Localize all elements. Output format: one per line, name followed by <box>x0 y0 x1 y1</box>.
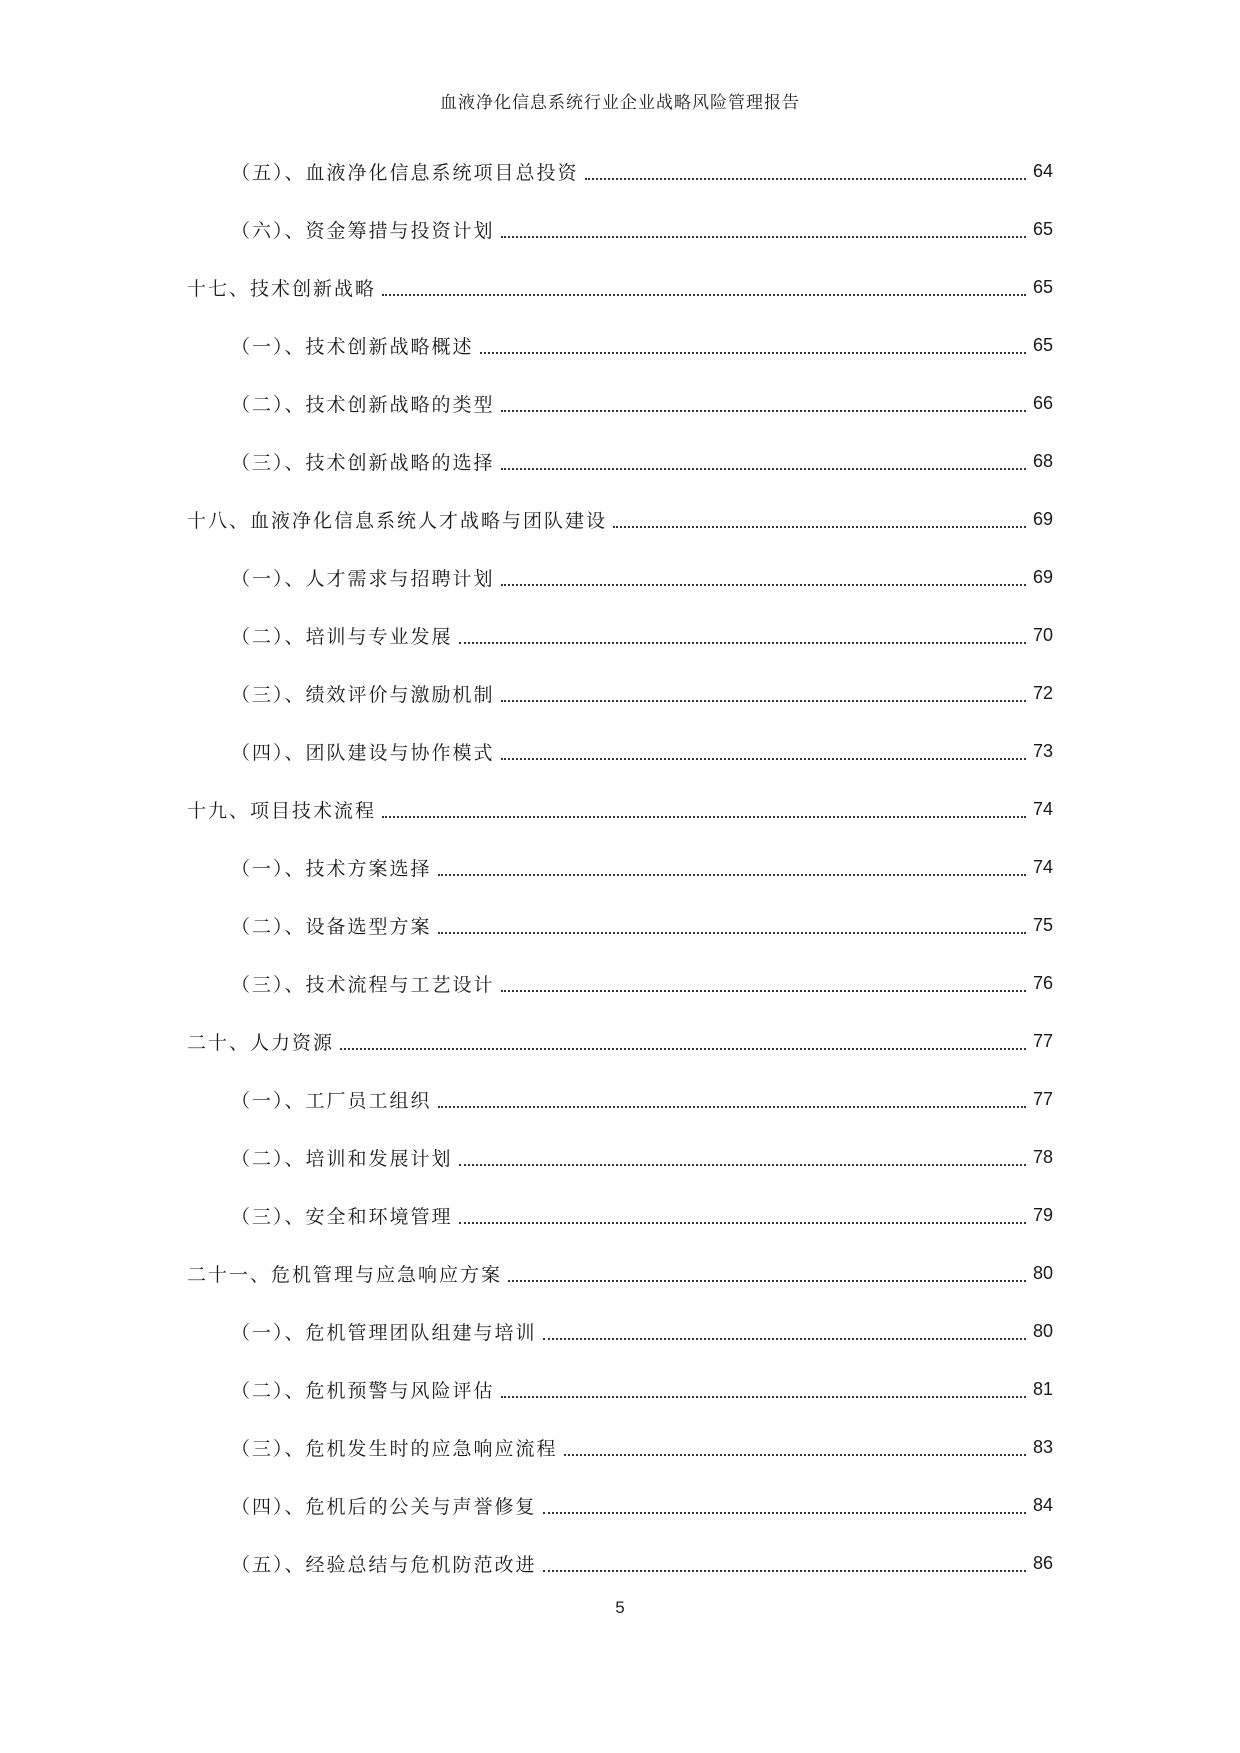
toc-dot-leader <box>438 1106 1026 1108</box>
toc-dot-leader <box>543 1570 1026 1572</box>
toc-section-entry[interactable] <box>187 954 1053 1012</box>
toc-section-entry[interactable] <box>187 722 1053 780</box>
toc-section-entry[interactable] <box>187 1070 1053 1128</box>
toc-dot-leader <box>501 990 1026 992</box>
toc-section-entry[interactable] <box>187 432 1053 490</box>
toc-entry-label: （二）、培训和发展计划 <box>231 1147 453 1170</box>
toc-entry-label: （二）、技术创新战略的类型 <box>231 393 495 416</box>
toc-section-entry[interactable] <box>187 548 1053 606</box>
toc-chapter-entry[interactable] <box>187 490 1053 548</box>
toc-chapter-entry[interactable] <box>187 1244 1053 1302</box>
toc-entry-page-number: 68 <box>1032 450 1053 471</box>
toc-dot-leader <box>508 1280 1026 1282</box>
toc-dot-leader <box>501 1396 1026 1398</box>
toc-entry-page-number: 65 <box>1032 218 1053 239</box>
toc-dot-leader <box>438 932 1026 934</box>
toc-dot-leader <box>459 1164 1026 1166</box>
toc-section-entry[interactable] <box>187 1128 1053 1186</box>
toc-dot-leader <box>543 1338 1026 1340</box>
toc-entry-page-number: 65 <box>1032 334 1053 355</box>
toc-entry-page-number: 79 <box>1032 1204 1053 1225</box>
toc-chapter-entry[interactable] <box>187 258 1053 316</box>
toc-dot-leader <box>459 642 1026 644</box>
toc-section-entry[interactable] <box>187 664 1053 722</box>
toc-chapter-entry[interactable] <box>187 780 1053 838</box>
toc-section-entry[interactable] <box>187 1418 1053 1476</box>
toc-entry-label: （三）、危机发生时的应急响应流程 <box>231 1437 558 1460</box>
toc-section-entry[interactable] <box>187 200 1053 258</box>
toc-dot-leader <box>501 700 1026 702</box>
toc-entry-label: （五）、血液净化信息系统项目总投资 <box>231 161 579 184</box>
toc-entry-label: （一）、技术创新战略概述 <box>231 335 474 358</box>
toc-entry-label: （三）、技术流程与工艺设计 <box>231 973 495 996</box>
toc-dot-leader <box>543 1512 1026 1514</box>
toc-section-entry[interactable] <box>187 1302 1053 1360</box>
toc-entry-label: （三）、技术创新战略的选择 <box>231 451 495 474</box>
toc-entry-label: 十八、血液净化信息系统人才战略与团队建设 <box>187 509 608 532</box>
toc-section-entry[interactable] <box>187 1186 1053 1244</box>
toc-dot-leader <box>438 874 1026 876</box>
toc-entry-label: 十九、项目技术流程 <box>187 799 377 822</box>
toc-dot-leader <box>585 178 1026 180</box>
toc-entry-label: 二十、人力资源 <box>187 1031 335 1054</box>
toc-dot-leader <box>501 584 1026 586</box>
toc-dot-leader <box>340 1048 1026 1050</box>
toc-entry-label: （二）、培训与专业发展 <box>231 625 453 648</box>
toc-section-entry[interactable] <box>187 374 1053 432</box>
toc-entry-page-number: 74 <box>1032 856 1053 877</box>
table-of-contents <box>187 142 1053 1592</box>
toc-dot-leader <box>480 352 1026 354</box>
toc-entry-page-number: 73 <box>1032 740 1053 761</box>
toc-dot-leader <box>382 294 1026 296</box>
toc-entry-label: （三）、安全和环境管理 <box>231 1205 453 1228</box>
toc-entry-page-number: 70 <box>1032 624 1053 645</box>
toc-entry-page-number: 76 <box>1032 972 1053 993</box>
toc-entry-page-number: 69 <box>1032 566 1053 587</box>
toc-entry-page-number: 80 <box>1032 1262 1053 1283</box>
toc-entry-label: （五）、经验总结与危机防范改进 <box>231 1553 537 1576</box>
toc-entry-label: （三）、绩效评价与激励机制 <box>231 683 495 706</box>
toc-entry-page-number: 69 <box>1032 508 1053 529</box>
toc-entry-label: （一）、危机管理团队组建与培训 <box>231 1321 537 1344</box>
document-header: 血液净化信息系统行业企业战略风险管理报告 <box>440 93 800 113</box>
toc-entry-label: （一）、工厂员工组织 <box>231 1089 432 1112</box>
toc-section-entry[interactable] <box>187 1476 1053 1534</box>
toc-entry-page-number: 74 <box>1032 798 1053 819</box>
toc-entry-page-number: 77 <box>1032 1088 1053 1109</box>
toc-dot-leader <box>382 816 1026 818</box>
toc-section-entry[interactable] <box>187 316 1053 374</box>
toc-entry-page-number: 66 <box>1032 392 1053 413</box>
toc-entry-label: （二）、危机预警与风险评估 <box>231 1379 495 1402</box>
toc-dot-leader <box>501 758 1026 760</box>
toc-entry-label: （二）、设备选型方案 <box>231 915 432 938</box>
toc-dot-leader <box>501 468 1026 470</box>
toc-section-entry[interactable] <box>187 1534 1053 1592</box>
toc-entry-label: （一）、技术方案选择 <box>231 857 432 880</box>
toc-dot-leader <box>459 1222 1026 1224</box>
toc-entry-page-number: 65 <box>1032 276 1053 297</box>
toc-entry-page-number: 72 <box>1032 682 1053 703</box>
page-number: 5 <box>615 1598 625 1617</box>
toc-entry-page-number: 80 <box>1032 1320 1053 1341</box>
toc-entry-page-number: 75 <box>1032 914 1053 935</box>
toc-entry-page-number: 86 <box>1032 1552 1053 1573</box>
toc-entry-page-number: 77 <box>1032 1030 1053 1051</box>
toc-entry-page-number: 64 <box>1032 160 1053 181</box>
toc-section-entry[interactable] <box>187 606 1053 664</box>
toc-entry-label: （四）、团队建设与协作模式 <box>231 741 495 764</box>
toc-dot-leader <box>501 410 1026 412</box>
toc-entry-page-number: 84 <box>1032 1494 1053 1515</box>
toc-section-entry[interactable] <box>187 1360 1053 1418</box>
toc-entry-label: （四）、危机后的公关与声誉修复 <box>231 1495 537 1518</box>
toc-entry-page-number: 83 <box>1032 1436 1053 1457</box>
toc-chapter-entry[interactable] <box>187 1012 1053 1070</box>
toc-entry-label: （一）、人才需求与招聘计划 <box>231 567 495 590</box>
toc-entry-label: 十七、技术创新战略 <box>187 277 377 300</box>
toc-dot-leader <box>613 526 1026 528</box>
toc-entry-page-number: 81 <box>1032 1378 1053 1399</box>
toc-section-entry[interactable] <box>187 142 1053 200</box>
toc-section-entry[interactable] <box>187 896 1053 954</box>
toc-dot-leader <box>564 1454 1026 1456</box>
toc-entry-page-number: 78 <box>1032 1146 1053 1167</box>
toc-entry-label: （六）、资金筹措与投资计划 <box>231 219 495 242</box>
toc-entry-label: 二十一、危机管理与应急响应方案 <box>187 1263 503 1286</box>
toc-dot-leader <box>501 236 1026 238</box>
toc-section-entry[interactable] <box>187 838 1053 896</box>
